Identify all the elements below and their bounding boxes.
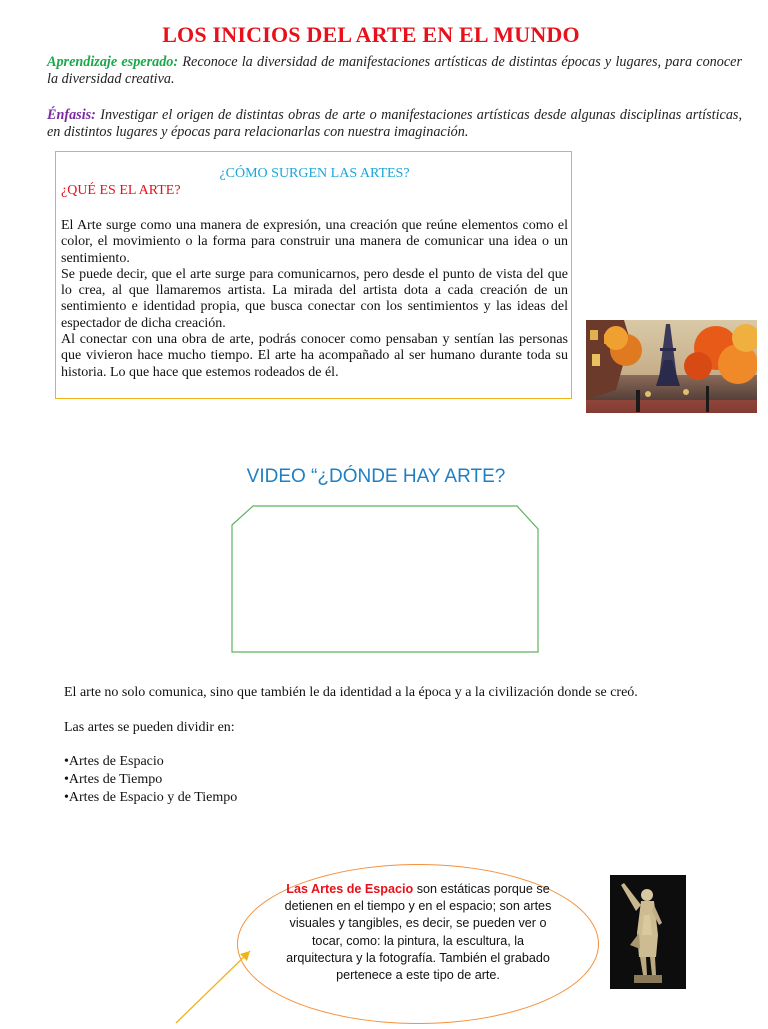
list-item: •Artes de Espacio y de Tiempo: [64, 790, 238, 805]
paris-painting-image: [586, 320, 757, 413]
statue-image: [610, 875, 686, 989]
emphasis-label: Énfasis:: [47, 107, 96, 123]
arts-list: [64, 753, 237, 807]
learning-objective-label: Aprendizaje esperado:: [47, 54, 179, 70]
emphasis-text: Investigar el origen de distintas obras de arte o manifestaciones artísticas desde algunas disciplinas artísticas, en distintos lugares y épocas para relacionarlas con nuestra imaginación.: [47, 107, 742, 140]
box-paragraph: Se puede decir, que el arte surge para comunicarnos, pero desde el punto de vista del que lo crea, al que llamaremos artista. La mirada del artista dota a cada creación de un sentimiento e identidad propia, que busca conectar con los sentimientos y las ideas del espectador de dicha creación.: [61, 266, 568, 331]
box-paragraph: Al conectar con una obra de arte, podrás conocer como pensaban y sentían las personas que vivieron hace mucho tiempo. El arte ha acompañado al ser humano durante toda su historia. Lo que hace que estemos rodeados de él.: [61, 332, 568, 380]
emphasis: [47, 107, 742, 141]
video-frame[interactable]: [231, 505, 539, 653]
list-item: •Artes de Tiempo: [64, 772, 163, 787]
list-item: •Artes de Espacio: [64, 754, 164, 769]
box-heading: ¿CÓMO SURGEN LAS ARTES?: [219, 166, 410, 181]
info-box: [55, 151, 572, 399]
video-title: VIDEO “¿DÓNDE HAY ARTE?: [246, 466, 506, 487]
identity-paragraph: El arte no solo comunica, sino que también le da identidad a la época y a la civilización donde se creó.: [64, 685, 638, 700]
box-paragraph: El Arte surge como una manera de expresión, una creación que reúne elementos como el color, el movimiento o la forma para construir una manera de comunicar una idea o un sentimiento.: [61, 218, 568, 266]
box-subheading: ¿QUÉ ES EL ARTE?: [61, 183, 181, 198]
callout-highlight: Las Artes de Espacio: [286, 882, 414, 896]
callout-text: [281, 881, 555, 984]
box-body: [61, 218, 568, 381]
learning-objective: [47, 54, 742, 88]
learning-objective-text: Reconoce la diversidad de manifestaciones artísticas de distintas épocas y lugares, para conocer la diversidad creativa.: [47, 54, 742, 87]
divide-paragraph: Las artes se pueden dividir en:: [64, 720, 235, 735]
arrow-icon: [170, 945, 260, 1024]
page-title: LOS INICIOS DEL ARTE EN EL MUNDO: [162, 22, 580, 47]
callout-body: son estáticas porque se detienen en el tiempo y en el espacio; son artes visuales y tangibles, es decir, se pueden ver o tocar, como: la pintura, la escultura, la arquitectura y la fotografía. También el grabado pertenece a este tipo de arte.: [284, 882, 552, 983]
